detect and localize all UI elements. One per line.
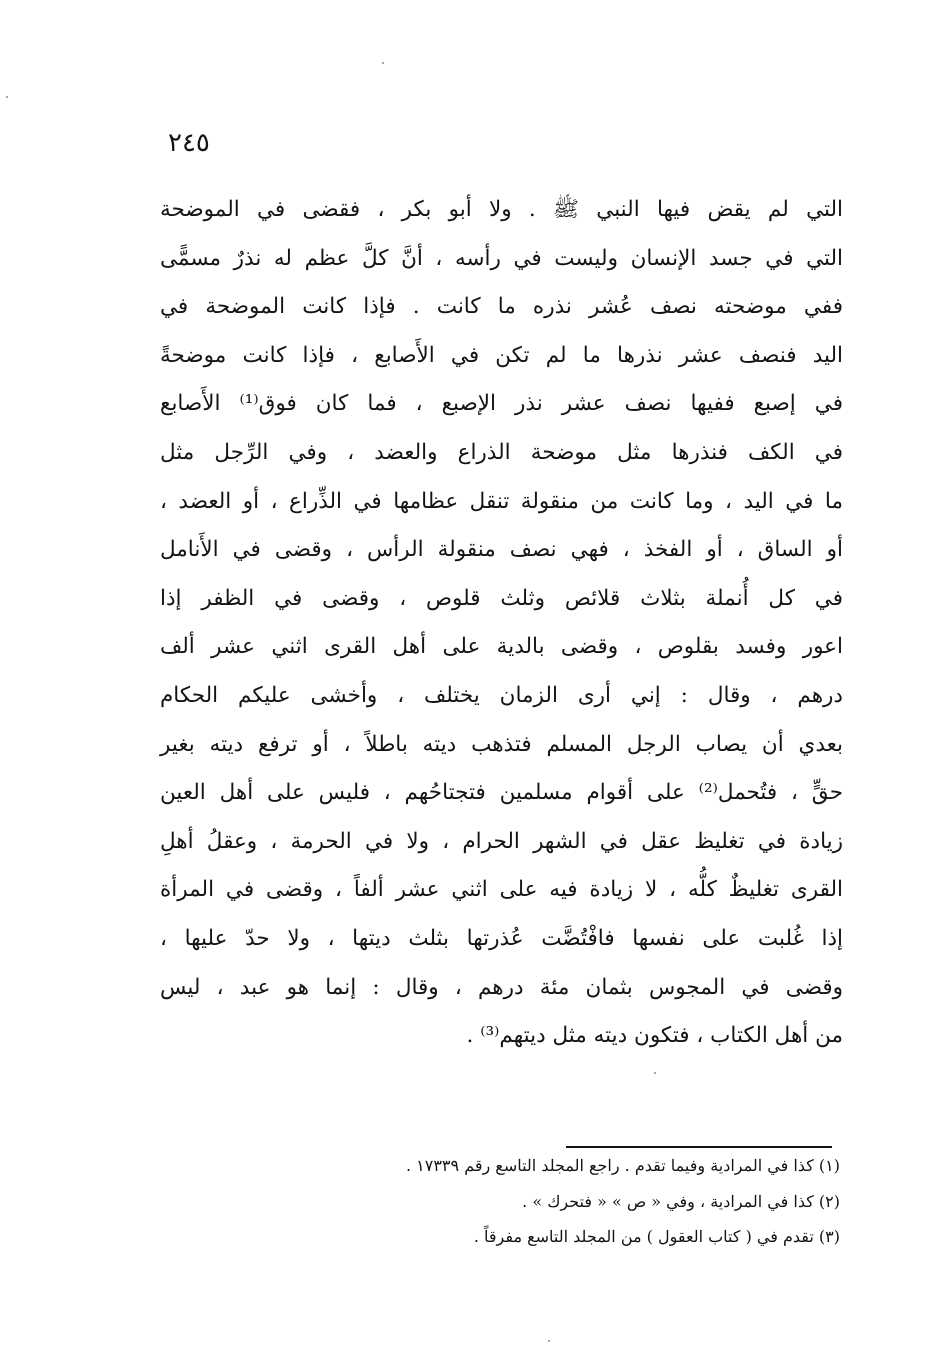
scan-speck: [548, 1340, 550, 1342]
text-line: في كل أُنملة بثلاث قلائص وثلث قلوص ، وقضى في الظفر إذا: [160, 585, 843, 611]
main-text: [160, 186, 843, 1061]
footnote-2: (٢) كذا في المرادية ، وفي « ص » « فتحرك » .: [522, 1191, 840, 1211]
text-line: إذا غُلبت على نفسها فافْتُضَّت عُذرتها بثلث ديتها ، ولا حدّ عليها ،: [160, 925, 843, 951]
text-line: حقٍّ ، فتُحمل⁽²⁾ على أقوام مسلمين فتجتاحُهم ، فليس على أهل العين: [160, 780, 844, 806]
text-line: اعور وفسد بقلوص ، وقضى بالدية على أهل القرى اثني عشر ألف: [160, 634, 843, 660]
page-number: ٢٤٥: [168, 128, 210, 158]
text-line: القرى تغليظٌ كلُّه ، لا زيادة فيه على اثني عشر ألفاً ، وقضى في المرأة: [160, 877, 843, 903]
text-line: التي في جسد الإنسان وليست في رأسه ، أنَّ كلَّ عظم له نذرٌ مسمًّى: [160, 245, 843, 271]
text-line: التي لم يقض فيها النبي ﷺ . ولا أبو بكر ، فقضى في الموضحة: [160, 197, 843, 222]
text-line: وقضى في المجوس بثمان مئة درهم ، وقال : إنما هو عبد ، ليس: [160, 974, 843, 1000]
scan-speck: [6, 96, 8, 98]
text-line: درهم ، وقال : إني أرى الزمان يختلف ، وأخشى عليكم الحكام: [160, 682, 843, 708]
text-line: بعدي أن يصاب الرجل المسلم فتذهب ديته باطلاً ، أو ترفع ديته بغير: [160, 731, 843, 757]
text-line: اليد فنصف عشر نذرها ما لم تكن في الأَصابع ، فإذا كانت موضحةً: [160, 342, 843, 368]
footnote-3: (٣) تقدم في ( كتاب العقول ) من المجلد التاسع مفرقاً .: [473, 1227, 840, 1246]
text-line: ما في اليد ، وما كانت من منقولة تنقل عظامها في الذِّراع ، أو العضد ،: [160, 488, 843, 514]
text-line: زيادة في تغليظ عقل في الشهر الحرام ، ولا في الحرمة ، وعقلُ أهلِ: [160, 828, 843, 854]
text-line: أو الساق ، أو الفخذ ، فهي نصف منقولة الرأس ، وقضى في الأَنامل: [160, 537, 843, 563]
scan-speck: [654, 1072, 656, 1074]
footnotes: [240, 1148, 840, 1255]
text-line: في إصبع ففيها نصف عشر نذر الإصبع ، فما كان فوق⁽¹⁾ الأَصابع: [160, 391, 843, 417]
text-line: من أهل الكتاب ، فتكون ديته مثل ديتهم⁽³⁾ .: [466, 1023, 843, 1049]
footnote-1: (١) كذا في المرادية وفيما تقدم . راجع المجلد التاسع رقم ١٧٣٣٩ .: [405, 1156, 840, 1175]
text-line: في الكف فنذرها مثل موضحة الذراع والعضد ، وفي الرِّجل مثل: [160, 439, 843, 465]
scan-speck: [382, 62, 384, 64]
text-line: ففي موضحته نصف عُشر نذره ما كانت . فإذا كانت الموضحة في: [160, 294, 843, 320]
